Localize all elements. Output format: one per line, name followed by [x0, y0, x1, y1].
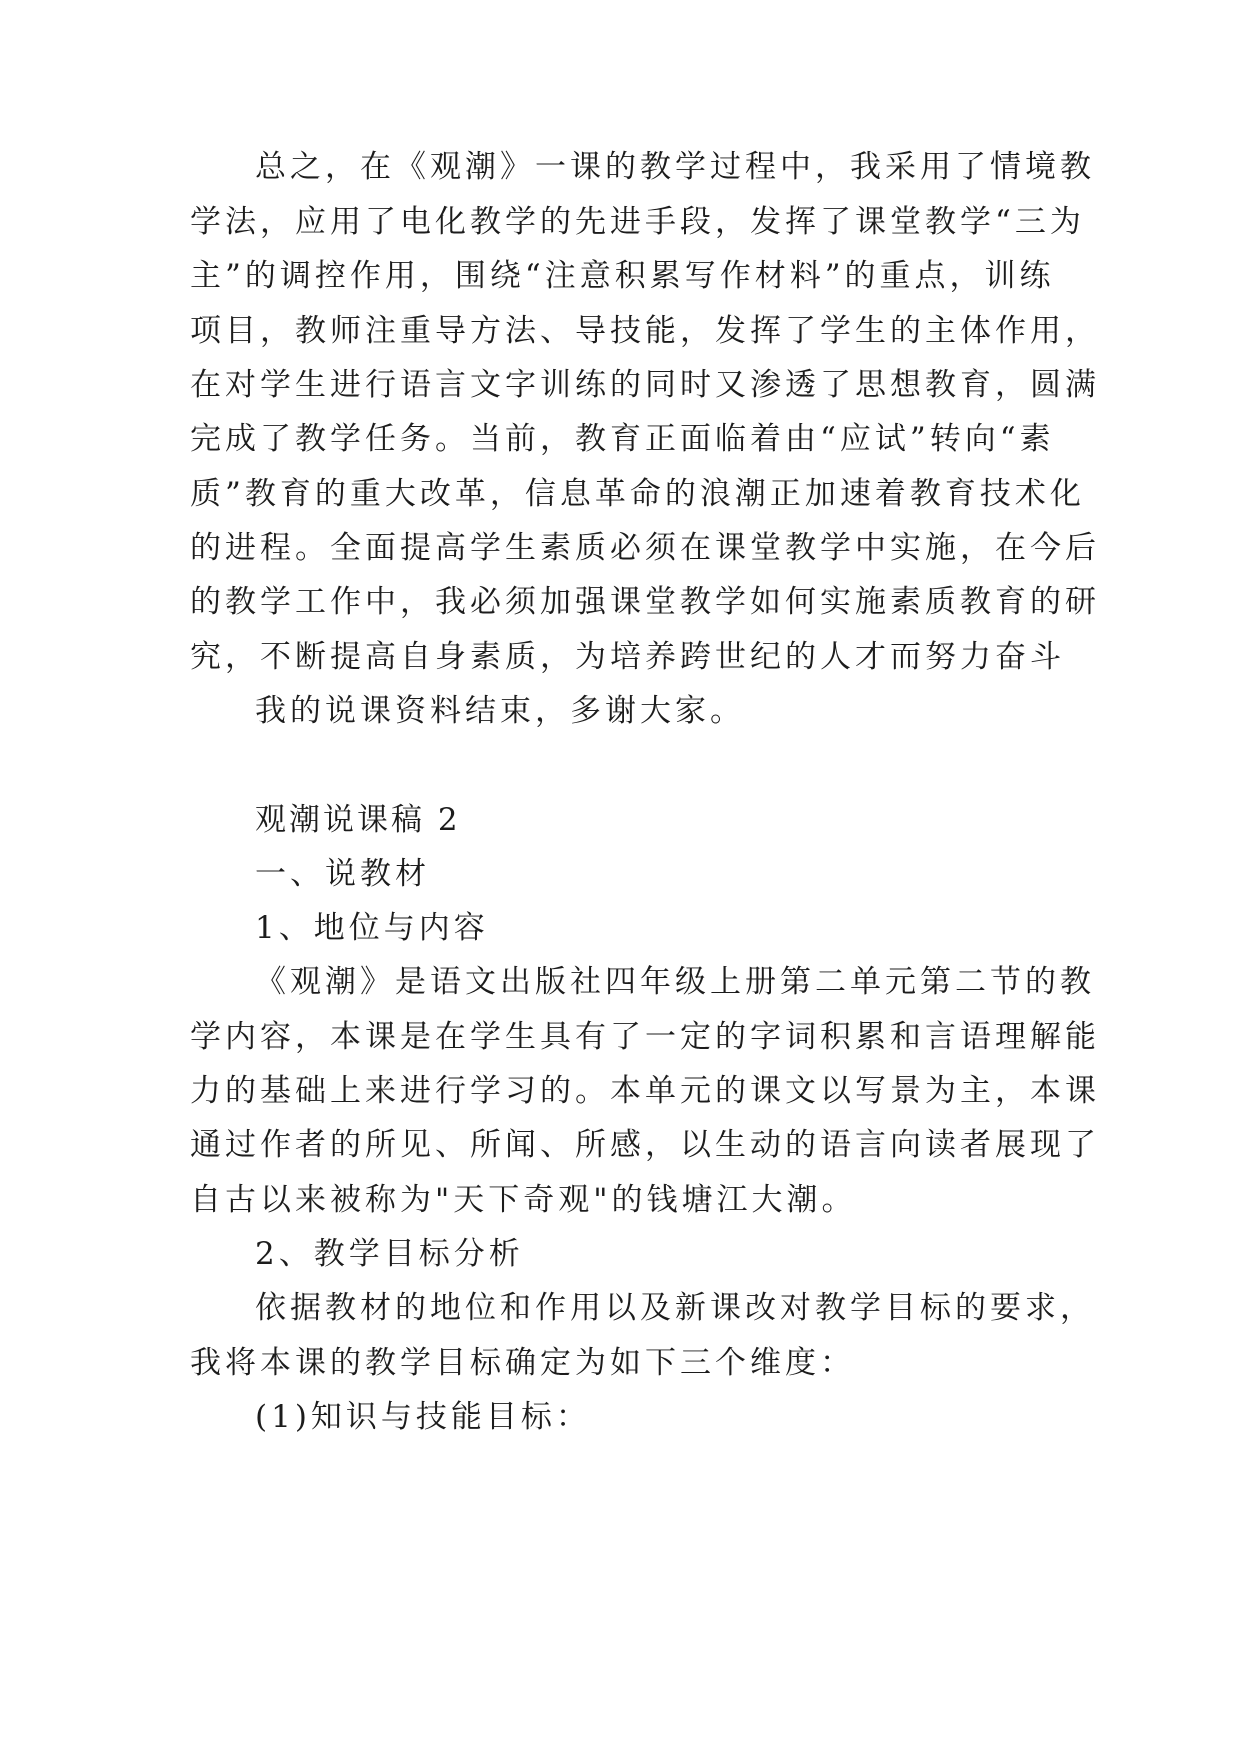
paragraph-line: 究，不断提高自身素质，为培养跨世纪的人才而努力奋斗 [190, 639, 1065, 675]
paragraph-line: 的进程。全面提高学生素质必须在课堂教学中实施，在今后 [190, 530, 1100, 566]
heading-knowledge-skill: (1)知识与技能目标： [255, 1399, 591, 1435]
paragraph-line: 通过作者的所见、所闻、所感，以生动的语言向读者展现了 [190, 1127, 1100, 1163]
paragraph-line: 项目，教师注重导方法、导技能，发挥了学生的主体作用， [190, 313, 1100, 349]
paragraph-line: 《观潮》是语文出版社四年级上册第二单元第二节的教 [255, 964, 1095, 1000]
paragraph-line: 力的基础上来进行学习的。本单元的课文以写景为主，本课 [190, 1073, 1100, 1109]
paragraph-line: 学内容，本课是在学生具有了一定的字词积累和言语理解能 [190, 1019, 1100, 1055]
heading-goal-analysis: 2、教学目标分析 [255, 1236, 524, 1272]
paragraph-line: 学法，应用了电化教学的先进手段，发挥了课堂教学“三为 [190, 204, 1085, 240]
closing-line: 我的说课资料结束，多谢大家。 [255, 693, 745, 729]
paragraph-line: 总之，在《观潮》一课的教学过程中，我采用了情境教 [255, 149, 1095, 185]
paragraph-line: 主”的调控作用，围绕“注意积累写作材料”的重点，训练 [190, 258, 1055, 294]
heading-position-content: 1、地位与内容 [255, 910, 489, 946]
paragraph-line: 质”教育的重大改革，信息革命的浪潮正加速着教育技术化 [190, 476, 1085, 512]
paragraph-line: 自古以来被称为"天下奇观"的钱塘江大潮。 [190, 1182, 857, 1218]
paragraph-line: 的教学工作中，我必须加强课堂教学如何实施素质教育的研 [190, 584, 1100, 620]
paragraph-line: 在对学生进行语言文字训练的同时又渗透了思想教育，圆满 [190, 367, 1100, 403]
paragraph-line: 我将本课的教学目标确定为如下三个维度： [190, 1345, 855, 1381]
paragraph-line: 完成了教学任务。当前，教育正面临着由“应试”转向“素 [190, 421, 1055, 457]
paragraph-line: 依据教材的地位和作用以及新课改对教学目标的要求， [255, 1290, 1095, 1326]
heading-teaching-material: 一、说教材 [255, 856, 430, 892]
section-title: 观潮说课稿 2 [255, 802, 461, 838]
